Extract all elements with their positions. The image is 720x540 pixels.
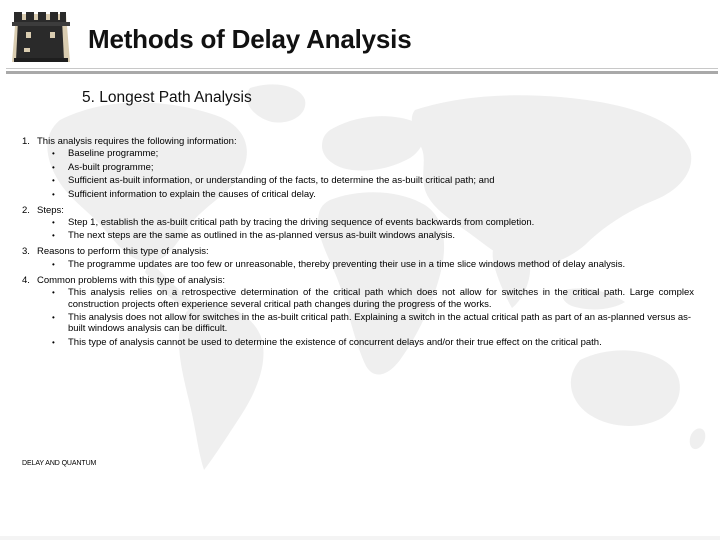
bullet-icon: •: [52, 259, 55, 269]
bullet-icon: •: [52, 149, 55, 159]
list-item: • As-built programme;: [52, 161, 154, 173]
section-number: 4.: [22, 274, 30, 286]
list-item: • This analysis does not allow for switches in the as-built critical path. Explaining a switch in the actual critical path as part of an as-planned versus as-built windows analysis can be difficult.: [52, 312, 692, 335]
section-3: [22, 246, 694, 270]
header-divider-thick: [6, 71, 718, 74]
list-item: • Sufficient as-built information, or understanding of the facts, to determine the as-built critical path; and: [52, 175, 495, 187]
section-title: This analysis requires the following information:: [37, 136, 237, 147]
list-item: • This type of analysis cannot be used to determine the existence of concurrent delays and/or their true effect on the critical path.: [52, 336, 602, 348]
slide-body: [22, 136, 694, 353]
list-item: • Sufficient information to explain the causes of critical delay.: [52, 188, 316, 200]
fortress-tower-logo-icon: [4, 6, 76, 64]
section-number: 2.: [22, 204, 30, 216]
bullet-icon: •: [52, 313, 55, 323]
bullet-icon: •: [52, 288, 55, 298]
bullet-icon: •: [52, 162, 55, 172]
list-item: • This analysis relies on a retrospective determination of the critical path which does not allow for switches in the critical path. Large complex construction projects often experience several critical path changes during the progress of the works.: [52, 287, 694, 310]
section-title: Common problems with this type of analysis:: [37, 274, 225, 286]
bullet-list: [22, 287, 694, 348]
bullet-icon: •: [52, 176, 55, 186]
footer-label: DELAY AND QUANTUM: [22, 460, 97, 467]
bullet-icon: •: [52, 231, 55, 241]
list-item: • Baseline programme;: [52, 148, 159, 160]
bullet-list: [22, 148, 694, 200]
bullet-icon: •: [52, 337, 55, 347]
list-item: • The next steps are the same as outlined in the as-planned versus as-built windows analysis.: [52, 230, 456, 242]
bullet-icon: •: [52, 218, 55, 228]
page-title: Methods of Delay Analysis: [88, 24, 412, 54]
section-4: [22, 275, 694, 348]
slide-header: [0, 0, 720, 70]
list-item: • Step 1, establish the as-built critical path by tracing the driving sequence of events backwards from completion.: [52, 217, 535, 229]
bullet-list: [22, 259, 694, 270]
bullet-icon: •: [52, 189, 55, 199]
bullet-list: [22, 217, 694, 242]
bottom-divider: [0, 536, 720, 540]
header-divider-thin: [6, 68, 718, 69]
section-title: Reasons to perform this type of analysis:: [37, 246, 209, 258]
list-item: • The programme updates are too few or unreasonable, thereby preventing their use in a time slice windows method of delay analysis.: [52, 258, 626, 270]
section-number: 1.: [22, 136, 30, 147]
section-1: [22, 136, 694, 200]
section-number: 3.: [22, 246, 30, 258]
section-2: [22, 205, 694, 242]
slide-subtitle: 5. Longest Path Analysis: [82, 89, 252, 106]
section-title: Steps:: [37, 204, 64, 216]
